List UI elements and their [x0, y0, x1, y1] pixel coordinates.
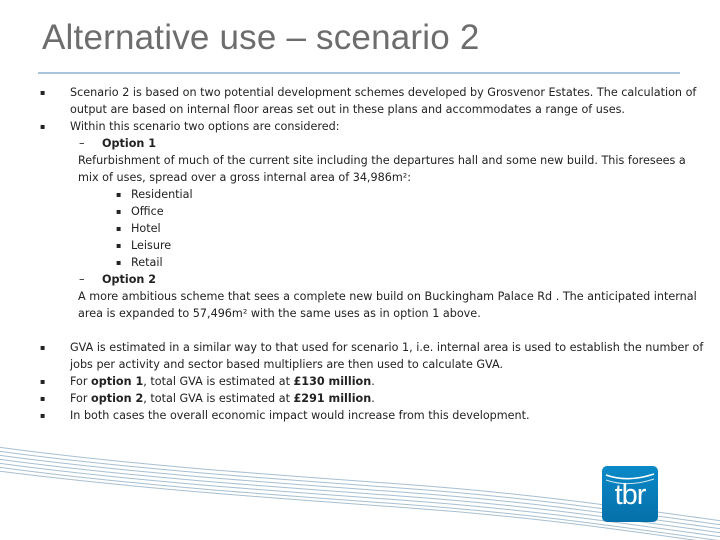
bullet-dot: ▪ [40, 88, 46, 97]
bullet-gva-method [40, 339, 704, 356]
bullet-dot: ▪ [40, 411, 46, 420]
slide-body [40, 84, 704, 424]
gva-value: £130 million [293, 375, 372, 388]
bullet-continuation [40, 101, 680, 118]
option-2-label: Option 2 [102, 273, 157, 286]
use-label: Leisure [131, 239, 172, 252]
title-divider [38, 72, 680, 74]
bullet-dot: ▪ [116, 258, 122, 267]
use-label: Hotel [131, 222, 161, 235]
bullet-text: In both cases the overall economic impact would increase from this development. [70, 409, 530, 422]
option-2-description: A more ambitious scheme that sees a complete new build on Buckingham Palace Rd . The anticipated internal [78, 290, 697, 303]
spacer [40, 322, 680, 339]
text-fragment: For [70, 392, 92, 405]
bullet-text: GVA is estimated in a similar way to that used for scenario 1, i.e. internal area is used to establish the number of [70, 341, 704, 354]
option-1-label: Option 1 [102, 137, 157, 150]
use-item-hotel [40, 220, 680, 237]
use-label: Residential [131, 188, 193, 201]
option-1-description: Refurbishment of much of the current site including the departures hall and some new build. This foresees a [78, 154, 686, 167]
logo-text: tbr [614, 479, 646, 511]
bullet-dot: ▪ [40, 394, 46, 403]
use-item-residential [40, 186, 680, 203]
bullet-text: output are based on internal floor areas set out in these plans and accommodates a range of uses. [70, 103, 625, 116]
option-1-description: mix of uses, spread over a gross internal area of 34,986m²: [78, 171, 411, 184]
bullet-dot: ▪ [40, 343, 46, 352]
option-name: option 1 [91, 375, 144, 388]
use-item-office [40, 203, 680, 220]
option-name: option 2 [91, 392, 144, 405]
bullet-dot: ▪ [116, 190, 122, 199]
text-fragment: , total GVA is estimated at [143, 375, 294, 388]
option-2-description: area is expanded to 57,496m² with the same uses as in option 1 above. [78, 307, 481, 320]
bullet-dot: ▪ [116, 224, 122, 233]
bullet-option-1-gva [40, 373, 680, 390]
text-fragment: , total GVA is estimated at [143, 392, 294, 405]
dash-marker: – [79, 137, 85, 150]
bullet-scenario-basis [40, 84, 697, 101]
slide-title: Alternative use – scenario 2 [42, 18, 480, 57]
text-fragment: . [371, 392, 375, 405]
bullet-dot: ▪ [116, 241, 122, 250]
bullet-dot: ▪ [116, 207, 122, 216]
bullet-dot: ▪ [40, 122, 46, 131]
use-item-leisure [40, 237, 680, 254]
option-2-heading [40, 271, 680, 288]
bullet-options-intro [40, 118, 680, 135]
bullet-text: Within this scenario two options are considered: [70, 120, 340, 133]
dash-marker: – [79, 273, 85, 286]
bullet-continuation [40, 356, 680, 373]
text-fragment: . [371, 375, 375, 388]
option-1-heading [40, 135, 680, 152]
bullet-conclusion [40, 407, 680, 424]
bullet-text: jobs per activity and sector based multipliers are then used to calculate GVA. [70, 358, 503, 371]
bullet-dot: ▪ [40, 377, 46, 386]
use-label: Office [131, 205, 164, 218]
bullet-option-2-gva [40, 390, 680, 407]
gva-value: £291 million [293, 392, 372, 405]
bullet-text: Scenario 2 is based on two potential development schemes developed by Grosvenor Estates. The calculation of [70, 86, 697, 99]
use-label: Retail [131, 256, 163, 269]
text-fragment: For [70, 375, 92, 388]
use-item-retail [40, 254, 680, 271]
tbr-logo [602, 466, 658, 522]
